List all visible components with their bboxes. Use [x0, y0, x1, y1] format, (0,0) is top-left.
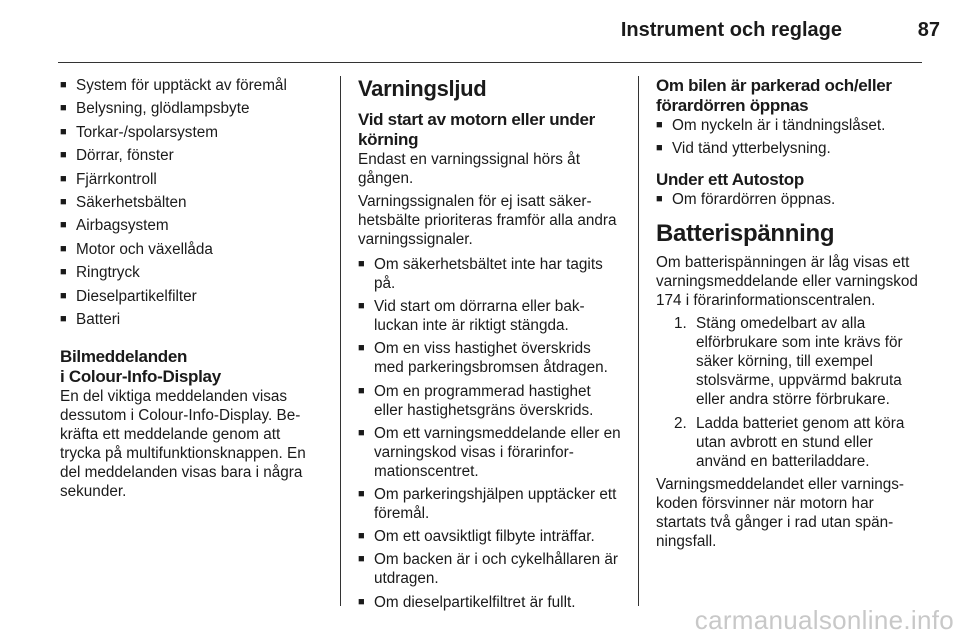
bullet-icon: ■: [358, 300, 365, 313]
paragraph: Varningsmeddelandet eller varningskoden försvinner när motorn har startats två gånger i rad utan spänningsfall.: [656, 476, 905, 551]
bullet-icon: ■: [60, 195, 67, 208]
bullet-icon: ■: [656, 193, 663, 206]
list-item: ■ Om nyckeln är i tändningslåset.: [656, 117, 886, 134]
header-title: Instrument och reglage: [620, 19, 842, 41]
list-item: ■ Om backen är i och cykelhållaren är utdragen.: [358, 551, 619, 588]
list-item: ■ Vid start om dörrarna eller bakluckan inte är riktigt stängda.: [358, 298, 585, 335]
watermark: carmanualsonline.info: [694, 605, 954, 635]
bullet-icon: ■: [656, 142, 663, 155]
bullet-icon: ■: [358, 384, 365, 397]
list-item: ■ Dieselpartikelfilter: [60, 287, 197, 305]
list-item: ■ Torkar-/spolarsystem: [60, 123, 218, 141]
topic-list: [60, 76, 322, 329]
warning-list: [358, 255, 622, 612]
section-heading-bilmeddelanden: Bilmeddelanden i Colour-Info-Display: [60, 346, 221, 386]
list-item: ■ Batteri: [60, 310, 121, 328]
list-item: ■ Airbagsystem: [60, 217, 169, 235]
list-item: ■ Om en viss hastighet överskrids med parkeringsbromsen åtdragen.: [358, 340, 608, 377]
subheading-start: Vid start av motorn eller under körning: [358, 110, 595, 149]
paragraph: En del viktiga meddelanden visas dessutom i Colour-Info-Display. Bekräfta ett meddelande genom att trycka på multifunktionsknappen. En del meddelanden visas bara i några sekunder.: [60, 387, 306, 500]
list-item: ■ Om ett varningsmeddelande eller en varningskod visas i förarinformationscentret.: [358, 424, 621, 480]
bullet-icon: ■: [358, 595, 365, 608]
list-item: 1. Stäng omedelbart av alla elförbrukare som inte krävs för säker körning, till exempel stolsvärme, uppvärmd bakruta eller andra större förbrukare.: [674, 315, 903, 409]
bullet-icon: ■: [60, 289, 67, 302]
list-item: ■ Om säkerhetsbältet inte har tagits på.: [358, 256, 603, 292]
bullet-icon: ■: [60, 102, 67, 115]
subheading-parked: Om bilen är parkerad och/eller förardörren öppnas: [656, 76, 892, 115]
list-item: ■ Säkerhetsbälten: [60, 193, 187, 211]
list-item: ■ Fjärrkontroll: [60, 170, 157, 188]
column-1: [60, 76, 322, 505]
section-title-batterispanning: Batterispänning: [656, 220, 835, 248]
subheading-autostop: Under ett Autostop: [656, 170, 804, 190]
list-item: ■ Belysning, glödlampsbyte: [60, 100, 250, 118]
paragraph: Om batterispänningen är låg visas ett varningsmeddelande eller varningskod 174 i förarinformationscentralen.: [656, 254, 918, 310]
bullet-icon: ■: [358, 487, 365, 500]
section-title-varningsljud: Varningsljud: [358, 76, 487, 101]
paragraph: Varningssignalen för ej isatt säkerhetsbälte prioriteras framför alla andra varningssignaler.: [358, 193, 617, 248]
bullet-icon: ■: [60, 149, 67, 162]
list-item: ■ Om parkeringshjälpen upptäcker ett föremål.: [358, 485, 617, 522]
bullet-icon: ■: [60, 125, 67, 138]
list-item: ■ Ringtryck: [60, 264, 140, 282]
bullet-icon: ■: [60, 312, 67, 325]
paragraph: Endast en varningssignal hörs åt gången.: [358, 151, 580, 187]
bullet-icon: ■: [358, 258, 365, 270]
list-item: ■ Om dieselpartikelfiltret är fullt.: [358, 593, 576, 611]
bullet-icon: ■: [60, 219, 67, 232]
column-2: [358, 76, 622, 616]
steps-list: [656, 314, 922, 470]
list-item: ■ Motor och växellåda: [60, 240, 213, 258]
bullet-icon: ■: [358, 342, 365, 355]
list-item: ■ Om en programmerad hastighet eller hastighetsgräns överskrids.: [358, 382, 594, 419]
bullet-icon: ■: [358, 553, 365, 566]
bullet-icon: ■: [60, 266, 67, 279]
list-item: ■ Vid tänd ytterbelysning.: [656, 140, 831, 158]
header-divider: [58, 62, 922, 63]
list-item: ■ Dörrar, fönster: [60, 147, 174, 165]
column-3: [656, 76, 922, 555]
bullet-icon: ■: [358, 530, 365, 543]
bullet-icon: ■: [60, 172, 67, 185]
list-item: 2. Ladda batteriet genom att köra utan avbrott en stund eller använd en batteriladdare.: [674, 414, 905, 470]
list-item: ■ Om ett oavsiktligt filbyte inträffar.: [358, 528, 595, 546]
parked-list: [656, 116, 922, 158]
list-item: ■ Om förardörren öppnas.: [656, 191, 836, 209]
column-divider-2: [638, 76, 639, 606]
list-item: ■ System för upptäckt av föremål: [60, 77, 287, 94]
bullet-icon: ■: [656, 119, 663, 131]
column-divider-1: [340, 76, 341, 606]
bullet-icon: ■: [60, 79, 67, 91]
bullet-icon: ■: [358, 426, 365, 439]
bullet-icon: ■: [60, 242, 67, 255]
page-number: 87: [917, 19, 940, 41]
autostop-list: [656, 190, 922, 209]
page-header: [0, 0, 960, 56]
